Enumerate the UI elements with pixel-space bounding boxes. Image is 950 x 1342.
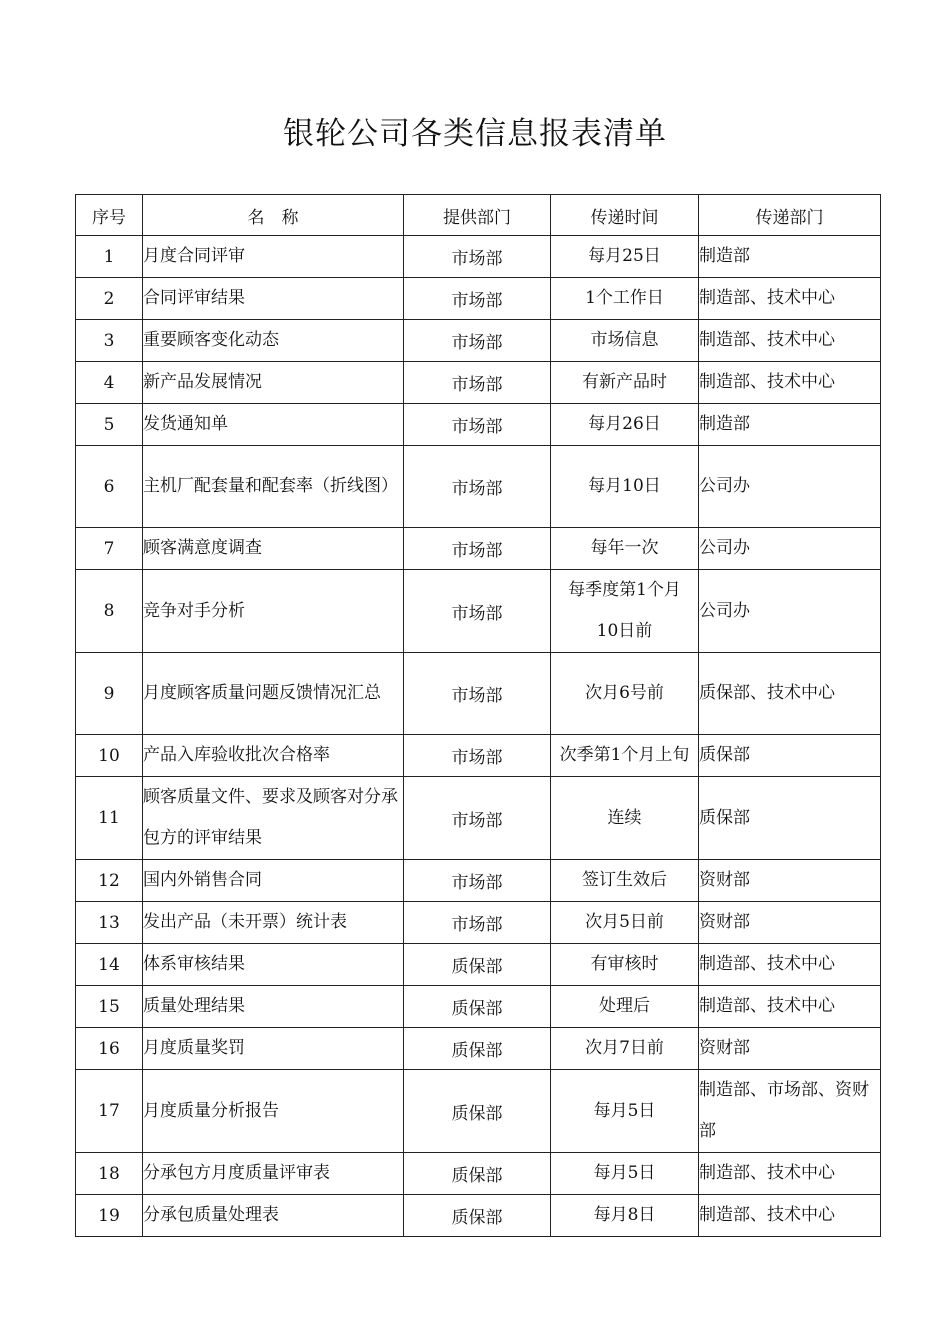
cell-name: 竞争对手分析 — [143, 570, 404, 653]
cell-time: 次季第1个月上旬 — [551, 735, 699, 777]
table-row — [76, 986, 881, 1028]
cell-no: 5 — [76, 404, 143, 446]
cell-receiver: 制造部、技术中心 — [699, 320, 881, 362]
cell-no: 16 — [76, 1028, 143, 1070]
cell-provider: 质保部 — [404, 1153, 551, 1195]
cell-name: 新产品发展情况 — [143, 362, 404, 404]
table-row — [76, 735, 881, 777]
cell-provider: 市场部 — [404, 278, 551, 320]
cell-receiver: 质保部、技术中心 — [699, 653, 881, 735]
cell-name: 顾客质量文件、要求及顾客对分承包方的评审结果 — [143, 777, 404, 860]
page-title: 银轮公司各类信息报表清单 — [283, 116, 667, 152]
cell-receiver: 公司办 — [699, 446, 881, 528]
table-row — [76, 653, 881, 735]
report-table — [75, 194, 881, 1237]
cell-provider: 市场部 — [404, 362, 551, 404]
cell-receiver: 制造部、市场部、资财部 — [699, 1070, 881, 1153]
cell-name: 体系审核结果 — [143, 944, 404, 986]
cell-provider: 市场部 — [404, 653, 551, 735]
cell-time: 处理后 — [551, 986, 699, 1028]
cell-name: 分承包方月度质量评审表 — [143, 1153, 404, 1195]
cell-receiver: 资财部 — [699, 902, 881, 944]
cell-time: 每年一次 — [551, 528, 699, 570]
table-row — [76, 860, 881, 902]
cell-time: 1个工作日 — [551, 278, 699, 320]
cell-receiver: 制造部、技术中心 — [699, 1195, 881, 1237]
cell-receiver: 制造部、技术中心 — [699, 362, 881, 404]
cell-name: 产品入库验收批次合格率 — [143, 735, 404, 777]
table-row — [76, 902, 881, 944]
cell-no: 14 — [76, 944, 143, 986]
cell-provider: 市场部 — [404, 570, 551, 653]
cell-name: 月度顾客质量问题反馈情况汇总 — [143, 653, 404, 735]
cell-time: 次月7日前 — [551, 1028, 699, 1070]
cell-receiver: 资财部 — [699, 1028, 881, 1070]
table-row — [76, 320, 881, 362]
cell-name: 月度质量分析报告 — [143, 1070, 404, 1153]
cell-no: 13 — [76, 902, 143, 944]
cell-time: 每月25日 — [551, 236, 699, 278]
cell-provider: 市场部 — [404, 320, 551, 362]
cell-receiver: 制造部、技术中心 — [699, 1153, 881, 1195]
cell-name: 质量处理结果 — [143, 986, 404, 1028]
table-row — [76, 236, 881, 278]
table-row — [76, 570, 881, 653]
cell-provider: 市场部 — [404, 735, 551, 777]
cell-no: 8 — [76, 570, 143, 653]
cell-time: 次月6号前 — [551, 653, 699, 735]
table-row — [76, 446, 881, 528]
cell-name: 发货通知单 — [143, 404, 404, 446]
header-name: 名 称 — [143, 195, 404, 236]
header-receiver: 传递部门 — [699, 195, 881, 236]
table-row — [76, 528, 881, 570]
cell-name: 月度质量奖罚 — [143, 1028, 404, 1070]
cell-no: 19 — [76, 1195, 143, 1237]
cell-name: 重要顾客变化动态 — [143, 320, 404, 362]
cell-no: 15 — [76, 986, 143, 1028]
cell-provider: 质保部 — [404, 944, 551, 986]
cell-time: 次月5日前 — [551, 902, 699, 944]
cell-receiver: 公司办 — [699, 528, 881, 570]
table-row — [76, 362, 881, 404]
cell-no: 6 — [76, 446, 143, 528]
table-row — [76, 1153, 881, 1195]
cell-provider: 质保部 — [404, 1028, 551, 1070]
table-header-row — [76, 195, 881, 236]
cell-receiver: 制造部、技术中心 — [699, 944, 881, 986]
cell-receiver: 制造部 — [699, 404, 881, 446]
table-row — [76, 944, 881, 986]
cell-provider: 市场部 — [404, 777, 551, 860]
header-no: 序号 — [76, 195, 143, 236]
table-row — [76, 1070, 881, 1153]
cell-provider: 质保部 — [404, 986, 551, 1028]
cell-name: 国内外销售合同 — [143, 860, 404, 902]
cell-time: 每月5日 — [551, 1070, 699, 1153]
cell-receiver: 制造部、技术中心 — [699, 278, 881, 320]
cell-no: 10 — [76, 735, 143, 777]
cell-provider: 市场部 — [404, 860, 551, 902]
cell-time: 签订生效后 — [551, 860, 699, 902]
cell-provider: 质保部 — [404, 1195, 551, 1237]
cell-receiver: 质保部 — [699, 735, 881, 777]
cell-time: 每月8日 — [551, 1195, 699, 1237]
table-row — [76, 777, 881, 860]
cell-receiver: 质保部 — [699, 777, 881, 860]
cell-no: 1 — [76, 236, 143, 278]
table-row — [76, 404, 881, 446]
cell-time: 每月5日 — [551, 1153, 699, 1195]
cell-provider: 市场部 — [404, 404, 551, 446]
cell-no: 7 — [76, 528, 143, 570]
cell-provider: 市场部 — [404, 528, 551, 570]
cell-name: 主机厂配套量和配套率（折线图） — [143, 446, 404, 528]
cell-no: 18 — [76, 1153, 143, 1195]
cell-name: 月度合同评审 — [143, 236, 404, 278]
cell-no: 4 — [76, 362, 143, 404]
cell-provider: 市场部 — [404, 236, 551, 278]
cell-provider: 市场部 — [404, 446, 551, 528]
cell-receiver: 制造部 — [699, 236, 881, 278]
cell-receiver: 公司办 — [699, 570, 881, 653]
cell-no: 9 — [76, 653, 143, 735]
cell-no: 11 — [76, 777, 143, 860]
cell-provider: 市场部 — [404, 902, 551, 944]
cell-no: 12 — [76, 860, 143, 902]
cell-no: 2 — [76, 278, 143, 320]
cell-time: 有审核时 — [551, 944, 699, 986]
cell-receiver: 制造部、技术中心 — [699, 986, 881, 1028]
cell-time: 连续 — [551, 777, 699, 860]
table-row — [76, 1028, 881, 1070]
cell-name: 分承包质量处理表 — [143, 1195, 404, 1237]
header-provider: 提供部门 — [404, 195, 551, 236]
table-row — [76, 1195, 881, 1237]
cell-receiver: 资财部 — [699, 860, 881, 902]
cell-no: 17 — [76, 1070, 143, 1153]
cell-provider: 质保部 — [404, 1070, 551, 1153]
cell-name: 合同评审结果 — [143, 278, 404, 320]
cell-name: 顾客满意度调查 — [143, 528, 404, 570]
cell-time: 每月26日 — [551, 404, 699, 446]
cell-time: 每月10日 — [551, 446, 699, 528]
cell-time: 市场信息 — [551, 320, 699, 362]
cell-time: 有新产品时 — [551, 362, 699, 404]
cell-name: 发出产品（未开票）统计表 — [143, 902, 404, 944]
cell-time: 每季度第1个月10日前 — [551, 570, 699, 653]
header-time: 传递时间 — [551, 195, 699, 236]
cell-no: 3 — [76, 320, 143, 362]
table-row — [76, 278, 881, 320]
